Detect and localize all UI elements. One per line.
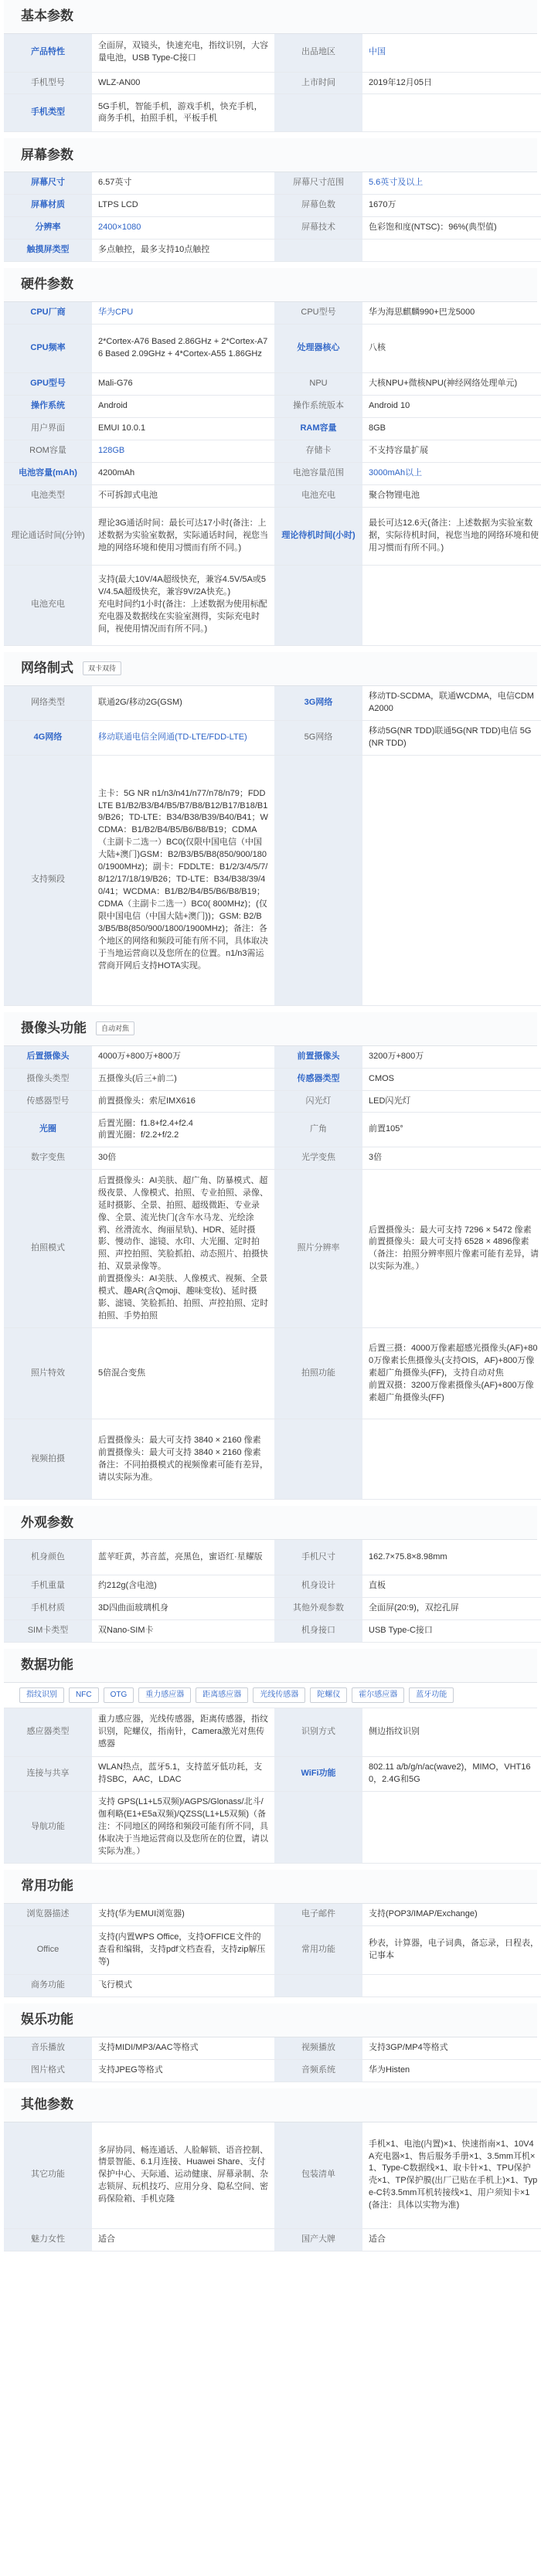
spec-value: 3200万+800万	[362, 1046, 541, 1068]
spec-key: ROM容量	[4, 440, 92, 462]
spec-value: 大核NPU+微核NPU(神经网络处理单元)	[362, 373, 541, 396]
section-title: 常用功能	[21, 1878, 73, 1894]
spec-row	[4, 2059, 541, 2082]
feature-tag[interactable]: OTG	[104, 1687, 134, 1703]
spec-value: 支持(华为EMUI浏览器)	[92, 1904, 274, 1925]
spec-row	[4, 1170, 541, 1328]
spec-value: 适合	[362, 2229, 541, 2251]
spec-value: 适合	[92, 2229, 274, 2251]
spec-value: 3倍	[362, 1147, 541, 1170]
spec-row	[4, 1540, 541, 1575]
spec-key: 国产大牌	[274, 2229, 362, 2251]
spec-key: NPU	[274, 373, 362, 396]
spec-key: 3G网络	[274, 686, 362, 720]
spec-row	[4, 325, 541, 373]
spec-value: Android 10	[362, 396, 541, 418]
spec-row	[4, 1068, 541, 1090]
section-other	[4, 2088, 537, 2251]
spec-key: 机身接口	[274, 1619, 362, 1642]
spec-value: EMUI 10.0.1	[92, 418, 274, 440]
spec-row	[4, 72, 541, 94]
spec-row	[4, 1090, 541, 1113]
spec-value: WLAN热点，蓝牙5.1，支持蓝牙低功耗，支持SBC，AAC，LDAC	[92, 1757, 274, 1792]
spec-key: 其它功能	[4, 2122, 92, 2229]
spec-key: 包装清单	[274, 2122, 362, 2229]
spec-key: 照片特效	[4, 1328, 92, 1419]
spec-key: WiFi功能	[274, 1757, 362, 1792]
spec-row	[4, 507, 541, 565]
spec-row	[4, 686, 541, 720]
spec-key: 图片格式	[4, 2059, 92, 2082]
spec-value[interactable]: 移动联通电信全网通(TD-LTE/FDD-LTE)	[92, 720, 274, 755]
spec-key: 商务功能	[4, 1974, 92, 1997]
spec-key: 出品地区	[274, 34, 362, 72]
spec-key: 机身设计	[274, 1575, 362, 1597]
spec-row	[4, 1619, 541, 1642]
spec-value: 5G手机，智能手机，游戏手机，快充手机，商务手机，拍照手机，平板手机	[92, 94, 274, 132]
feature-tag[interactable]: 蓝牙功能	[409, 1687, 454, 1703]
section-header	[4, 652, 537, 686]
spec-key: 电池充电	[4, 565, 92, 645]
spec-row	[4, 217, 541, 240]
spec-key: 拍照功能	[274, 1328, 362, 1419]
feature-tag[interactable]: 霍尔感应器	[352, 1687, 404, 1703]
feature-tag[interactable]: 自动对焦	[96, 1021, 134, 1035]
spec-key: 广角	[274, 1113, 362, 1147]
spec-table	[4, 1708, 541, 1864]
spec-value: Mali-G76	[92, 373, 274, 396]
spec-value: Android	[92, 396, 274, 418]
spec-key: 屏幕色数	[274, 195, 362, 217]
spec-key: 上市时间	[274, 72, 362, 94]
spec-key: 用户界面	[4, 418, 92, 440]
spec-key: 摄像头类型	[4, 1068, 92, 1090]
spec-value: 后置光圈：f1.8+f2.4+f2.4 前置光圈：f/2.2+f/2.2	[92, 1113, 274, 1147]
feature-tag[interactable]: 距离感应器	[196, 1687, 248, 1703]
spec-key: 其他外观参数	[274, 1597, 362, 1619]
spec-key: 电子邮件	[274, 1904, 362, 1925]
section-header	[4, 0, 537, 34]
spec-row	[4, 484, 541, 507]
spec-key: SIM卡类型	[4, 1619, 92, 1642]
spec-key	[274, 94, 362, 132]
spec-key: 手机类型	[4, 94, 92, 132]
spec-value[interactable]: 5.6英寸及以上	[362, 172, 541, 194]
spec-value: 1670万	[362, 195, 541, 217]
spec-key: 连接与共享	[4, 1757, 92, 1792]
spec-key: 产品特性	[4, 34, 92, 72]
section-header	[4, 2088, 537, 2122]
spec-key: 光学变焦	[274, 1147, 362, 1170]
spec-value: 全面屏，双镜头，快速充电，指纹识别，大容量电池，USB Type-C接口	[92, 34, 274, 72]
spec-key: 常用功能	[274, 1925, 362, 1974]
spec-row	[4, 94, 541, 132]
spec-table	[4, 172, 541, 262]
spec-value: 聚合物锂电池	[362, 484, 541, 507]
spec-key: GPU型号	[4, 373, 92, 396]
spec-key: 导航功能	[4, 1792, 92, 1864]
spec-key: 电池充电	[274, 484, 362, 507]
spec-key: 光圈	[4, 1113, 92, 1147]
section-header	[4, 2003, 537, 2037]
spec-row	[4, 195, 541, 217]
spec-key: 触摸屏类型	[4, 240, 92, 262]
spec-value: 8GB	[362, 418, 541, 440]
spec-value: 支持(POP3/IMAP/Exchange)	[362, 1904, 541, 1925]
spec-value: 前置摄像头：索尼IMX616	[92, 1090, 274, 1113]
spec-value: CMOS	[362, 1068, 541, 1090]
spec-value: 多点触控，最多支持10点触控	[92, 240, 274, 262]
spec-key: 处理器核心	[274, 325, 362, 373]
spec-value: 支持3GP/MP4等格式	[362, 2037, 541, 2059]
spec-row	[4, 2122, 541, 2229]
spec-row	[4, 1575, 541, 1597]
section-header	[4, 1649, 537, 1683]
spec-row	[4, 1925, 541, 1974]
spec-value: 支持(最大10V/4A超级快充，兼容4.5V/5A或5V/4.5A超级快充，兼容9V/2A快充。) 充电时间约1小时(备注：上述数据为使用标配充电器及数据线在实验室测得，实际充电时间，视使用情况而有所不同。)	[92, 565, 274, 645]
spec-row	[4, 172, 541, 194]
spec-value: 后置三摄：4000万像素超感光摄像头(AF)+800万像素长焦摄像头(支持OIS，AF)+800万像素超广角摄像头(FF)，支持自动对焦 前置双摄：3200万像素摄像头(AF)+800万像素超广角摄像头(FF)	[362, 1328, 541, 1419]
spec-value: 不可拆卸式电池	[92, 484, 274, 507]
spec-table	[4, 1046, 541, 1500]
spec-row	[4, 2229, 541, 2251]
section-basic	[4, 0, 537, 132]
spec-key: 手机材质	[4, 1597, 92, 1619]
spec-key: 理论通话时间(分钟)	[4, 507, 92, 565]
spec-row	[4, 1597, 541, 1619]
spec-value: 4000万+800万+800万	[92, 1046, 274, 1068]
spec-value: 4200mAh	[92, 462, 274, 484]
spec-key	[274, 1419, 362, 1500]
spec-value[interactable]: 中国	[362, 34, 541, 72]
spec-row	[4, 720, 541, 755]
spec-table	[4, 2122, 541, 2251]
spec-key: 音乐播放	[4, 2037, 92, 2059]
spec-value: WLZ-AN00	[92, 72, 274, 94]
spec-row	[4, 418, 541, 440]
spec-value: 不支持容量扩展	[362, 440, 541, 462]
spec-key: 拍照模式	[4, 1170, 92, 1328]
spec-value	[362, 1419, 541, 1500]
spec-row	[4, 440, 541, 462]
feature-tag[interactable]: 双卡双待	[83, 661, 121, 675]
spec-key: CPU型号	[274, 302, 362, 324]
spec-row	[4, 1419, 541, 1500]
spec-row	[4, 462, 541, 484]
spec-value: 双Nano-SIM卡	[92, 1619, 274, 1642]
section-network	[4, 652, 537, 1006]
spec-key: 屏幕技术	[274, 217, 362, 240]
spec-key: 手机尺寸	[274, 1540, 362, 1575]
feature-tag[interactable]: 陀螺仪	[310, 1687, 347, 1703]
spec-key: 电池类型	[4, 484, 92, 507]
spec-value: 移动5G(NR TDD)联通5G(NR TDD)电信 5G(NR TDD)	[362, 720, 541, 755]
spec-key: 识别方式	[274, 1708, 362, 1757]
spec-value: 秒表，计算器，电子词典，备忘录，日程表，记事本	[362, 1925, 541, 1974]
spec-value: 重力感应器，光线传感器，距离传感器，指纹识别，陀螺仪，指南针，Camera激光对焦传感器	[92, 1708, 274, 1757]
spec-row	[4, 1904, 541, 1925]
spec-key: CPU频率	[4, 325, 92, 373]
spec-key: 电池容量范围	[274, 462, 362, 484]
spec-row	[4, 34, 541, 72]
spec-key: 操作系统	[4, 396, 92, 418]
spec-value: 最长可达12.6天(备注：上述数据为实验室数据，实际待机时间，视您当地的网络环境和使用习惯而有所不同。)	[362, 507, 541, 565]
section-common	[4, 1870, 537, 1997]
spec-value: 后置摄像头：最大可支持 7296 × 5472 像素 前置摄像头：最大可支持 6528 × 4896像素（备注：拍照分辨率照片像素可能有差异，请以实际为准。）	[362, 1170, 541, 1328]
spec-value: 后置摄像头：最大可支持 3840 × 2160 像素 前置摄像头：最大可支持 3840 × 2160 像素 备注：不同拍摄模式的视频像素可能有差异，请以实际为准。	[92, 1419, 274, 1500]
section-title: 基本参数	[21, 8, 73, 24]
spec-row	[4, 396, 541, 418]
spec-value	[362, 1974, 541, 1997]
section-camera	[4, 1012, 537, 1500]
spec-key: 屏幕材质	[4, 195, 92, 217]
feature-tags	[83, 661, 121, 675]
spec-key: 前置摄像头	[274, 1046, 362, 1068]
spec-value	[362, 1792, 541, 1864]
spec-value: 支持JPEG等格式	[92, 2059, 274, 2082]
spec-value[interactable]: 3000mAh以上	[362, 462, 541, 484]
section-header	[4, 1012, 537, 1046]
spec-key: Office	[4, 1925, 92, 1974]
spec-table	[4, 1904, 541, 1997]
spec-key	[274, 1792, 362, 1864]
spec-value	[362, 755, 541, 1005]
feature-tag[interactable]: NFC	[69, 1687, 99, 1703]
section-hardware	[4, 268, 537, 646]
feature-tags	[96, 1021, 134, 1035]
spec-row	[4, 1046, 541, 1068]
spec-value: 华为海思麒麟990+巴龙5000	[362, 302, 541, 324]
spec-key: 视频播放	[274, 2037, 362, 2059]
spec-key: 感应器类型	[4, 1708, 92, 1757]
spec-value: 后置摄像头：AI美肤、超广角、防暴模式、超级夜景、人像模式、拍照、专业拍照、录像、延时摄影、全景、拍照、超级微距、专业录像、全景、流光快门(含车水马龙、光绘涂鸦、丝滑流水、绚丽星轨)、HDR、延时摄影、慢动作、滤镜、水印、大光圈、定时拍照、声控拍照、笑脸抓拍、动态照片、拍摄快拍、双景录像等。 前置摄像头：AI美肤、人像模式、视频、全景模式、趣AR(含Qmoji、趣味变妆)、延时摄影、滤镜、笑脸抓拍、拍照、声控拍照、定时拍照、手势拍照	[92, 1170, 274, 1328]
spec-row	[4, 302, 541, 324]
spec-value: 多屏协同、畅连通话、人脸解锁、语音控制、情景智能、6.1月连接、Huawei Share、支付保护中心、天际通、运动健康、屏幕录制、杂志锁屏、玩机技巧、应用分身、隐私空间、密码保险箱、手机克隆	[92, 2122, 274, 2229]
spec-row	[4, 1708, 541, 1757]
spec-value: 侧边指纹识别	[362, 1708, 541, 1757]
spec-value: 约212g(含电池)	[92, 1575, 274, 1597]
spec-value[interactable]: 华为CPU	[92, 302, 274, 324]
spec-value: 支持MIDI/MP3/AAC等格式	[92, 2037, 274, 2059]
section-screen	[4, 138, 537, 262]
spec-value: 华为Histen	[362, 2059, 541, 2082]
section-title: 数据功能	[21, 1657, 73, 1672]
spec-value: 八核	[362, 325, 541, 373]
spec-key: 屏幕尺寸范围	[274, 172, 362, 194]
spec-key	[274, 755, 362, 1005]
spec-value	[362, 94, 541, 132]
spec-key: 魅力女性	[4, 2229, 92, 2251]
spec-row	[4, 1113, 541, 1147]
spec-key: 存储卡	[274, 440, 362, 462]
spec-table	[4, 686, 541, 1006]
section-data	[4, 1649, 537, 1864]
spec-value: 主卡：5G NR n1/n3/n41/n77/n78/n79；FDDLTE B1/B2/B3/B4/B5/B7/B8/B12/B17/B18/B19/B26；TD-LTE：B34/B38/B39/B40/B41；WCDMA：B1/B2/B4/B5/B6/B8/B19；CDMA（主副卡二选一）BC0(仅限中国电信（中国大陆+澳门)GSM：B2/B3/B5/B8(850/900/1800/1900MHz)；副卡：FDDLTE：B1/2/3/4/5/7/8/12/17/18/19/B26；TD-LTE：B34/B38/39/40/41；WCDMA：B1/B2/B4/B5/B6/B8/B19；CDMA（主副卡二选一）BC0( 800MHz)；(仅限中国电信（中国大陆+澳门))；GSM: B2/B3/B5/B8(850/900/1800/1900MHz)；备注：各个地区的网络和频段可能有所不同，具体取决于当地运营商以及您所在的位置。n1/n3需运营商开网后支持HOTA实现。	[92, 755, 274, 1005]
spec-key: RAM容量	[274, 418, 362, 440]
spec-key: CPU厂商	[4, 302, 92, 324]
spec-value: 2019年12月05日	[362, 72, 541, 94]
section-header	[4, 1506, 537, 1540]
spec-value: 前置105°	[362, 1113, 541, 1147]
feature-tag[interactable]: 光线传感器	[253, 1687, 305, 1703]
spec-value: 2*Cortex-A76 Based 2.86GHz + 2*Cortex-A76 Based 2.09GHz + 4*Cortex-A55 1.86GHz	[92, 325, 274, 373]
spec-key: 照片分辨率	[274, 1170, 362, 1328]
spec-value: 支持 GPS(L1+L5双频)/AGPS/Glonass/北斗/伽利略(E1+E5a双频)/QZSS(L1+L5双频)（备注：不同地区的网络和频段可能有所不同，具体取决于当地运营商以及您所在的位置，请以实际为准。）	[92, 1792, 274, 1864]
spec-value: 五摄像头(后三+前二)	[92, 1068, 274, 1090]
spec-key: 闪光灯	[274, 1090, 362, 1113]
spec-value: 蓝苹旺黄，苏音蓝，亮黑色，蜜语红·星耀版	[92, 1540, 274, 1575]
spec-value: 802.11 a/b/g/n/ac(wave2)，MIMO，VHT160，2.4G和5G	[362, 1757, 541, 1792]
spec-key: 机身颜色	[4, 1540, 92, 1575]
spec-key: 网络类型	[4, 686, 92, 720]
spec-row	[4, 1974, 541, 1997]
spec-value: 6.57英寸	[92, 172, 274, 194]
feature-tag[interactable]: 重力感应器	[138, 1687, 191, 1703]
spec-value: USB Type-C接口	[362, 1619, 541, 1642]
section-header	[4, 138, 537, 172]
spec-value[interactable]: 128GB	[92, 440, 274, 462]
section-header	[4, 1870, 537, 1904]
section-title: 屏幕参数	[21, 147, 73, 162]
section-title: 其他参数	[21, 2096, 73, 2112]
spec-row	[4, 1792, 541, 1864]
section-title: 外观参数	[21, 1514, 73, 1530]
spec-key: 手机重量	[4, 1575, 92, 1597]
spec-table	[4, 2037, 541, 2082]
spec-key	[274, 565, 362, 645]
spec-row	[4, 1147, 541, 1170]
spec-key	[274, 240, 362, 262]
spec-row	[4, 1328, 541, 1419]
spec-key: 屏幕尺寸	[4, 172, 92, 194]
spec-key: 分辨率	[4, 217, 92, 240]
spec-value: 手机×1、电池(内置)×1、快速指南×1、10V4A充电器×1、售后服务手册×1、3.5mm耳机×1、Type-C数据线×1、取卡针×1、TPU保护壳×1、TP保护膜(出厂已贴在手机上)×1、Type-C转3.5mm耳机转接线×1、用户须知卡×1(备注：具体以实物为准)	[362, 2122, 541, 2229]
spec-value: LTPS LCD	[92, 195, 274, 217]
spec-table	[4, 34, 541, 132]
spec-value[interactable]: 2400×1080	[92, 217, 274, 240]
spec-key: 电池容量(mAh)	[4, 462, 92, 484]
spec-value: 全面屏(20:9)，双挖孔屏	[362, 1597, 541, 1619]
spec-key: 传感器类型	[274, 1068, 362, 1090]
spec-value: 色彩饱和度(NTSC)：96%(典型值)	[362, 217, 541, 240]
section-entertainment	[4, 2003, 537, 2082]
spec-table	[4, 1540, 541, 1642]
spec-value: 30倍	[92, 1147, 274, 1170]
spec-row	[4, 2037, 541, 2059]
spec-key: 传感器型号	[4, 1090, 92, 1113]
feature-tag[interactable]: 指纹识别	[19, 1687, 64, 1703]
spec-key: 操作系统版本	[274, 396, 362, 418]
spec-key: 浏览器描述	[4, 1904, 92, 1925]
spec-value: 飞行模式	[92, 1974, 274, 1997]
spec-value: 移动TD-SCDMA，联通WCDMA，电信CDMA2000	[362, 686, 541, 720]
spec-key: 5G网络	[274, 720, 362, 755]
spec-value	[362, 240, 541, 262]
spec-key	[274, 1974, 362, 1997]
spec-key: 支持频段	[4, 755, 92, 1005]
spec-value: 联通2G/移动2G(GSM)	[92, 686, 274, 720]
spec-key: 理论待机时间(小时)	[274, 507, 362, 565]
spec-table	[4, 302, 541, 646]
spec-row	[4, 565, 541, 645]
spec-value: 3D四曲面玻璃机身	[92, 1597, 274, 1619]
spec-value: 理论3G通话时间：最长可达17小时(备注：上述数据为实验室数据，实际通话时间，视您当地的网络环境和使用习惯而有所不同。)	[92, 507, 274, 565]
spec-row	[4, 1757, 541, 1792]
section-exterior	[4, 1506, 537, 1642]
spec-value: 支持(内置WPS Office，支持OFFICE文件的查看和编辑，支持pdf文档查看，支持zip解压等)	[92, 1925, 274, 1974]
spec-row	[4, 373, 541, 396]
section-title: 硬件参数	[21, 277, 73, 292]
section-header	[4, 268, 537, 302]
spec-value: 162.7×75.8×8.98mm	[362, 1540, 541, 1575]
spec-value: LED闪光灯	[362, 1090, 541, 1113]
spec-row	[4, 755, 541, 1005]
spec-key: 音频系统	[274, 2059, 362, 2082]
spec-key: 后置摄像头	[4, 1046, 92, 1068]
spec-row	[4, 240, 541, 262]
spec-key: 数字变焦	[4, 1147, 92, 1170]
spec-value: 直板	[362, 1575, 541, 1597]
spec-value: 5倍混合变焦	[92, 1328, 274, 1419]
spec-key: 4G网络	[4, 720, 92, 755]
section-title: 网络制式	[21, 660, 73, 675]
spec-key: 手机型号	[4, 72, 92, 94]
spec-key: 视频拍摄	[4, 1419, 92, 1500]
feature-tags	[4, 1683, 537, 1708]
section-title: 娱乐功能	[21, 2011, 73, 2027]
section-title: 摄像头功能	[21, 1020, 87, 1035]
spec-value	[362, 565, 541, 645]
